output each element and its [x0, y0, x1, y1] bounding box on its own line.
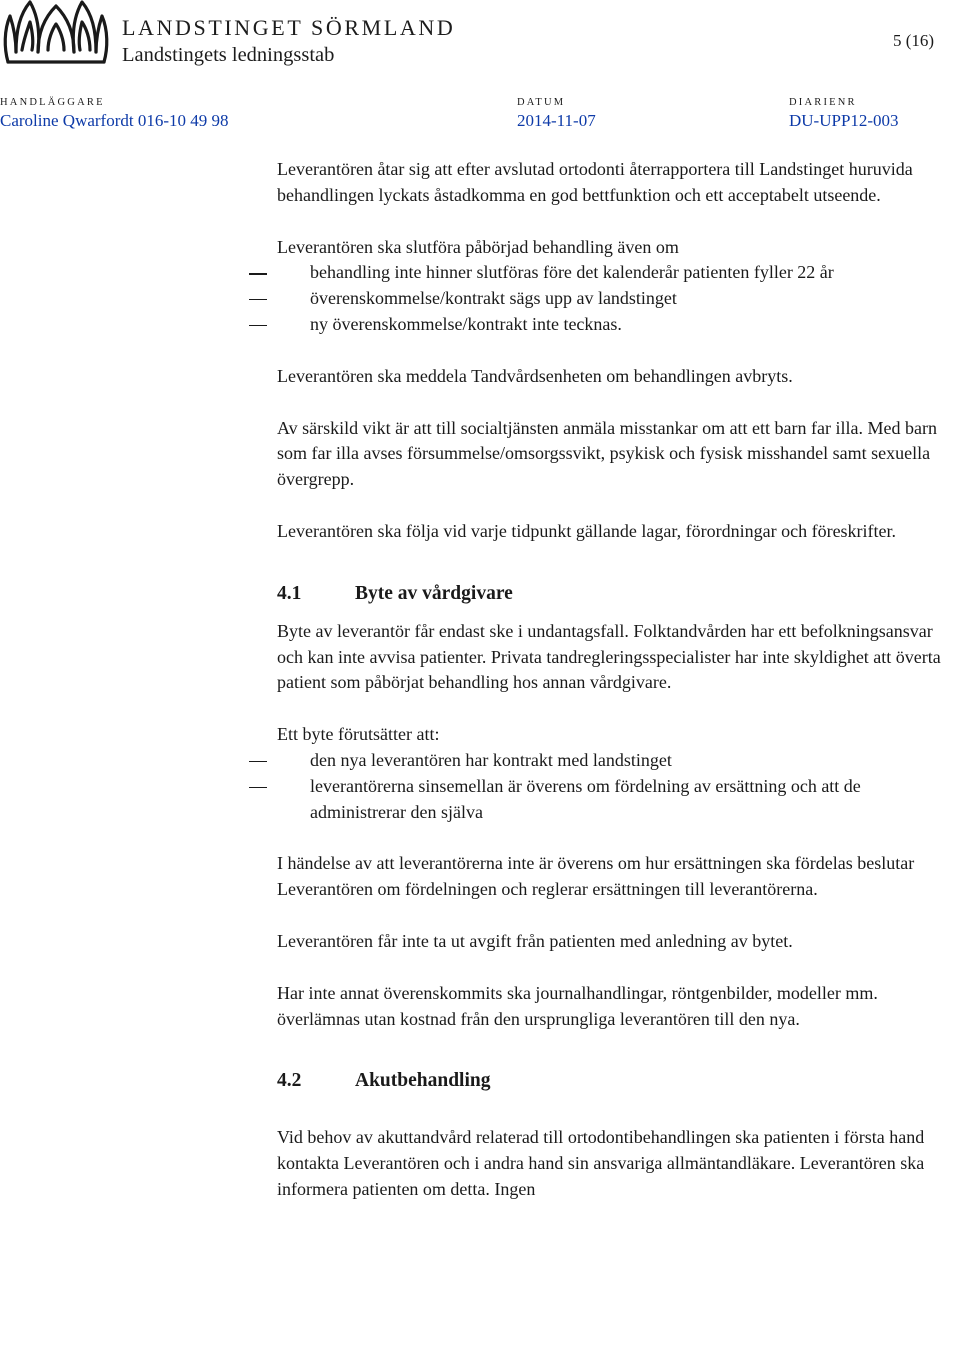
forutsattning-block [277, 722, 960, 825]
paragraph-slutfora-intro: Leverantören ska slutföra påbörjad behandling även om [277, 236, 679, 257]
paragraph-avgift: Leverantören får inte ta ut avgift från patienten med anledning av bytet. [277, 930, 793, 951]
paragraph-forutsatter-intro: Ett byte förutsätter att: [277, 724, 440, 745]
handlaggare-label: HANDLÄGGARE [0, 97, 105, 108]
paragraph-avbryts: Leverantören ska meddela Tandvårdsenheten om behandlingen avbryts. [277, 365, 793, 386]
handlaggare-value: Caroline Qwarfordt 016-10 49 98 [0, 111, 229, 130]
paragraph-socialtjansten: Av särskild vikt är att till socialtjänsten anmäla misstankar om att ett barn far illa. Med barn som far illa avses försummelse/omsorgssvikt, psykisk och fysisk misshandel samt sexuella övergrepp. [277, 417, 937, 490]
slutfora-block [277, 235, 960, 338]
list-item: överenskommelse/kontrakt sägs upp av landstinget [277, 286, 960, 312]
section-heading-4-2 [277, 1068, 960, 1094]
paragraph-aterrapportering: Leverantören åtar sig att efter avslutad ortodonti återrapportera till Landstinget huruvida behandlingen lyckats åstadkomma en god bettfunktion och ett acceptabelt utseende. [277, 159, 913, 205]
section-number: 4.1 [277, 582, 302, 604]
list-item: den nya leverantören har kontrakt med landstinget [277, 748, 960, 774]
list-item: ny överenskommelse/kontrakt inte tecknas. [277, 312, 960, 338]
forutsattning-list [277, 748, 960, 825]
datum-label: DATUM [517, 97, 566, 108]
section-heading-4-1 [277, 581, 960, 607]
slutfora-list [277, 260, 960, 337]
tulip-crown-logo-icon [0, 0, 112, 66]
paragraph-lagar: Leverantören ska följa vid varje tidpunkt gällande lagar, förordningar och föreskrifter. [277, 520, 897, 541]
paragraph-akutbehandling: Vid behov av akuttandvård relaterad till ortodontibehandlingen ska patienten i första hand kontakta Leverantören och i andra hand sin ansvariga allmäntandläkare. Leverantören ska informera patienten om detta. Ingen [277, 1127, 925, 1199]
diarienr-label: DIARIENR [789, 97, 857, 108]
paragraph-byte: Byte av leverantör får endast ske i undantagsfall. Folktandvården har ett befolkningsansvar och kan inte avvisa patienter. Privata tandregleringsspecialister har inte skyldighet att överta patient som påbörjat behandling hos annan vårdgivare. [277, 620, 941, 693]
diarienr-value: DU-UPP12-003 [789, 111, 899, 130]
list-item: behandling inte hinner slutföras före det kalenderår patienten fyller 22 år [277, 260, 960, 286]
paragraph-ersattning: I händelse av att leverantörerna inte är överens om hur ersättningen ska fördelas beslutar Leverantören om fördelningen och reglerar ersättningen till leverantörerna. [277, 853, 915, 900]
document-body [277, 157, 960, 1203]
list-item: leverantörerna sinsemellan är överens om fördelning av ersättning och att de administrerar den själva [277, 774, 960, 826]
datum-value: 2014-11-07 [517, 111, 596, 130]
organization-name: LANDSTINGET SÖRMLAND [122, 15, 456, 40]
paragraph-journalhandlingar: Har inte annat överenskommits ska journalhandlingar, röntgenbilder, modeller mm. överlämnas utan kostnad från den ursprungliga leverantören till den nya. [277, 982, 878, 1029]
section-title: Akutbehandling [355, 1070, 491, 1092]
section-title: Byte av vårdgivare [355, 582, 513, 604]
page-number: 5 (16) [893, 31, 935, 50]
section-number: 4.2 [277, 1070, 302, 1092]
organization-unit: Landstingets ledningsstab [122, 44, 335, 66]
